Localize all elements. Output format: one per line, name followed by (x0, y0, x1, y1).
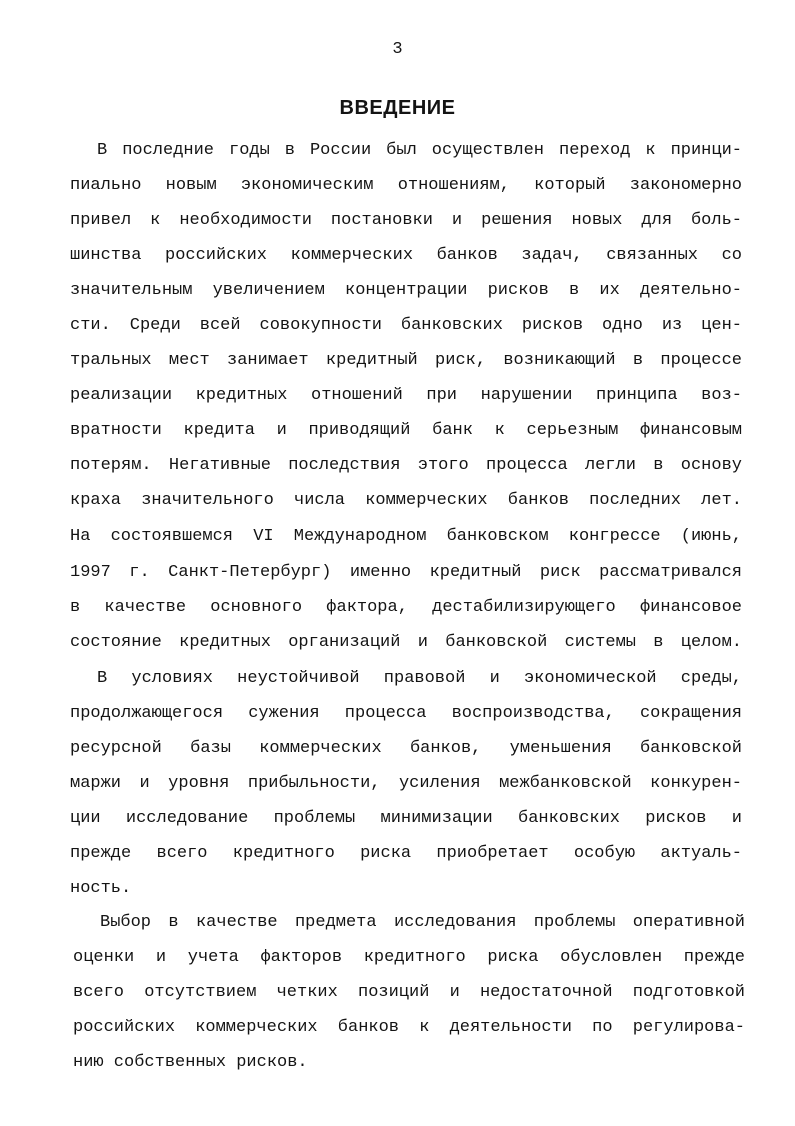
paragraph-2-line-3: ресурсной базы коммерческих банков, уменьшения банковской (70, 739, 742, 758)
paragraph-1-line-11: краха значительного числа коммерческих банков последних лет. (70, 491, 742, 510)
paragraph-2-line-7: ность. (70, 879, 132, 898)
paragraph-3-line-3: всего отсутствием четких позиций и недостаточной подготовкой (73, 983, 745, 1002)
paragraph-2-line-2: продолжающегося сужения процесса воспроизводства, сокращения (70, 704, 742, 723)
paragraph-2-line-5: ции исследование проблемы минимизации банковских рисков и (70, 809, 742, 828)
paragraph-1-line-15: состояние кредитных организаций и банковской системы в целом. (70, 633, 742, 652)
paragraph-1-line-12: На состоявшемся VI Международном банковском конгрессе (июнь, (70, 527, 742, 546)
paragraph-1-line-13: 1997 г. Санкт-Петербург) именно кредитный риск рассматривался (70, 563, 742, 582)
page-number: 3 (392, 40, 403, 59)
paragraph-3-line-4: российских коммерческих банков к деятельности по регулирова- (73, 1018, 745, 1037)
paragraph-1-line-7: тральных мест занимает кредитный риск, возникающий в процессе (70, 351, 742, 370)
paragraph-3-line-2: оценки и учета факторов кредитного риска обусловлен прежде (73, 948, 745, 967)
section-title: ВВЕДЕНИЕ (339, 97, 456, 119)
paragraph-1-line-4: шинства российских коммерческих банков задач, связанных со (70, 246, 742, 265)
paragraph-1-line-5: значительным увеличением концентрации рисков в их деятельно- (70, 281, 742, 300)
paragraph-1-line-2: пиально новым экономическим отношениям, который закономерно (70, 176, 742, 195)
paragraph-1-line-9: вратности кредита и приводящий банк к серьезным финансовым (70, 421, 742, 440)
paragraph-1-line-3: привел к необходимости постановки и решения новых для боль- (70, 211, 742, 230)
paragraph-2-line-1: В условиях неустойчивой правовой и экономической среды, (97, 669, 742, 688)
paragraph-3-line-1: Выбор в качестве предмета исследования проблемы оперативной (100, 913, 745, 932)
paragraph-3-line-5: нию собственных рисков. (73, 1053, 308, 1072)
paragraph-1-line-14: в качестве основного фактора, дестабилизирующего финансовое (70, 598, 742, 617)
paragraph-2-line-4: маржи и уровня прибыльности, усиления межбанковской конкурен- (70, 774, 742, 793)
paragraph-2-line-6: прежде всего кредитного риска приобретает особую актуаль- (70, 844, 742, 863)
paragraph-1-line-8: реализации кредитных отношений при нарушении принципа воз- (70, 386, 742, 405)
paragraph-1-line-10: потерям. Негативные последствия этого процесса легли в основу (70, 456, 742, 475)
paragraph-1-line-6: сти. Среди всей совокупности банковских рисков одно из цен- (70, 316, 742, 335)
paragraph-1-line-1: В последние годы в России был осуществлен переход к принци- (97, 141, 742, 160)
